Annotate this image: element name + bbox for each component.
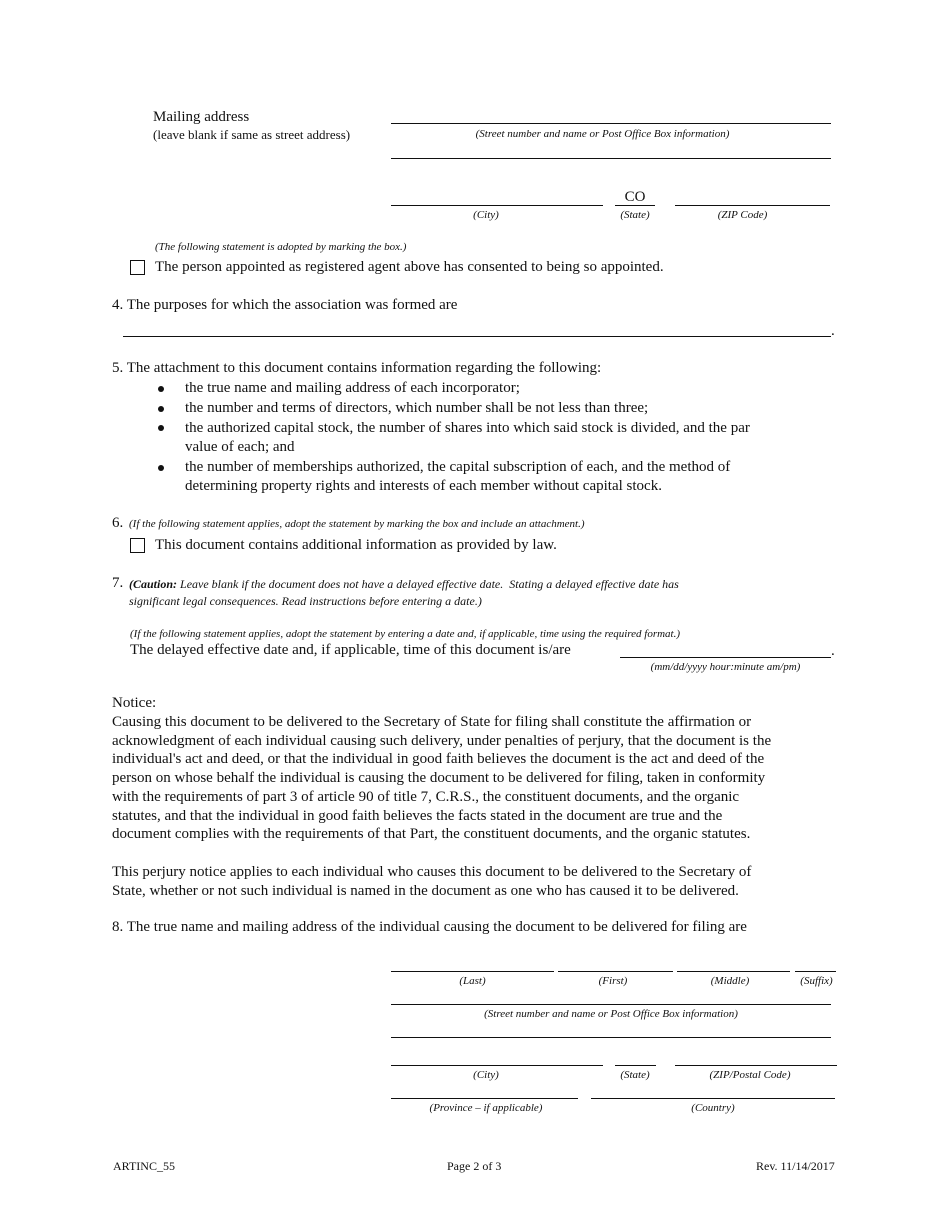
notice-line: individual's act and deed, or that the individual in good faith believes the document is the act and deed of the (112, 751, 765, 768)
mailing-street-line-1[interactable] (391, 123, 831, 124)
effective-date-format: (mm/dd/yyyy hour:minute am/pm) (650, 661, 801, 673)
city-label: (City) (473, 1069, 499, 1081)
caution-word: (Caution: (129, 577, 178, 591)
state-label: (State) (620, 1069, 650, 1081)
bullet-icon (158, 386, 164, 392)
street-label: (Street number and name or Post Office Box information) (484, 1008, 738, 1020)
section-7-caution (129, 577, 679, 592)
state-line[interactable] (615, 1065, 656, 1066)
street-line-2[interactable] (391, 1037, 831, 1038)
purposes-period: . (831, 323, 835, 339)
mailing-zip-label: (ZIP Code) (717, 209, 768, 221)
footer-page-number: Page 2 of 3 (447, 1159, 502, 1173)
caution-line-2: significant legal consequences. Read instructions before entering a date.) (129, 594, 482, 608)
section-7-text: The delayed effective date and, if applicable, time of this document is/are (130, 642, 571, 658)
first-name-label: (First) (598, 975, 628, 987)
notice-line: with the requirements of part 3 of article 90 of title 7, C.R.S., the constituent documents, and the organic (112, 788, 740, 805)
bullet-icon (158, 406, 164, 412)
mailing-street-label: (Street number and name or Post Office Box information) (475, 128, 730, 140)
consent-checkbox[interactable] (130, 260, 145, 275)
notice-line: acknowledgment of each individual causing such delivery, under penalties of perjury, that the document is the (112, 732, 772, 749)
section-7-note: (If the following statement applies, adopt the statement by entering a date and, if applicable, time using the required format.) (130, 628, 681, 640)
bullet-item-continuation: value of each; and (185, 439, 295, 455)
consent-note: (The following statement is adopted by marking the box.) (155, 241, 407, 253)
street-line-1[interactable] (391, 1004, 831, 1005)
section-6-note: (If the following statement applies, adopt the statement by marking the box and include an attachment.) (129, 518, 585, 530)
mailing-state-value: CO (624, 189, 646, 205)
province-label: (Province – if applicable) (429, 1102, 543, 1114)
section-7-number: 7. (112, 575, 124, 591)
caution-line-1: Leave blank if the document does not have a delayed effective date. Stating a delayed effective date has (177, 577, 679, 591)
consent-text: The person appointed as registered agent above has consented to being so appointed. (155, 259, 664, 275)
bullet-item: the number and terms of directors, which number shall be not less than three; (185, 400, 649, 416)
purposes-line[interactable] (123, 336, 831, 337)
additional-info-checkbox[interactable] (130, 538, 145, 553)
section-6-text: This document contains additional information as provided by law. (155, 537, 557, 553)
last-name-label: (Last) (459, 975, 486, 987)
bullet-item-continuation: determining property rights and interests of each member without capital stock. (185, 478, 662, 494)
notice-line: Causing this document to be delivered to the Secretary of State for filing shall constitute the affirmation or (112, 714, 752, 730)
last-name-line[interactable] (391, 971, 554, 972)
notice-paragraph-2 (112, 863, 842, 900)
mailing-street-line-2[interactable] (391, 158, 831, 159)
notice-line: document complies with the requirements of that Part, the constituent documents, and the organic statutes. (112, 826, 751, 843)
effective-date-period: . (831, 643, 835, 659)
notice-heading: Notice: (112, 695, 157, 711)
mailing-address-hint: (leave blank if same as street address) (153, 127, 351, 142)
mailing-state-label: (State) (620, 209, 650, 221)
zip-label: (ZIP/Postal Code) (709, 1069, 791, 1081)
notice-line: statutes, and that the individual in good faith believes the facts stated in the document are true and the (112, 807, 723, 824)
bullet-item: the true name and mailing address of each incorporator; (185, 380, 520, 396)
effective-date-line[interactable] (620, 657, 831, 658)
province-line[interactable] (391, 1098, 578, 1099)
mailing-city-label: (City) (473, 209, 499, 221)
suffix-label: (Suffix) (800, 975, 833, 987)
first-name-line[interactable] (558, 971, 673, 972)
middle-name-label: (Middle) (710, 975, 750, 987)
zip-line[interactable] (675, 1065, 837, 1066)
mailing-state-line[interactable] (615, 205, 655, 206)
mailing-city-line[interactable] (391, 205, 603, 206)
section-5-intro: 5. The attachment to this document contains information regarding the following: (112, 360, 602, 376)
country-line[interactable] (591, 1098, 835, 1099)
bullet-icon (158, 465, 164, 471)
country-label: (Country) (691, 1102, 735, 1114)
notice-paragraph-1 (112, 713, 842, 844)
bullet-item: the number of memberships authorized, the capital subscription of each, and the method of (185, 459, 731, 475)
notice-line: This perjury notice applies to each individual who causes this document to be delivered to the Secretary of (112, 864, 752, 880)
bullet-item: the authorized capital stock, the number of shares into which said stock is divided, and the par (185, 420, 750, 436)
section-8-text: 8. The true name and mailing address of the individual causing the document to be delivered for filing are (112, 919, 747, 935)
footer-revision: Rev. 11/14/2017 (756, 1159, 835, 1173)
notice-line: person on whose behalf the individual is causing the document to be delivered for filing, taken in conformity (112, 770, 766, 787)
footer-form-id: ARTINC_55 (113, 1159, 175, 1173)
notice-line: State, whether or not such individual is named in the document as one who has caused it to be delivered. (112, 882, 739, 899)
section-6-number: 6. (112, 515, 124, 531)
mailing-zip-line[interactable] (675, 205, 830, 206)
mailing-address-heading: Mailing address (153, 109, 250, 125)
suffix-line[interactable] (795, 971, 836, 972)
middle-name-line[interactable] (677, 971, 790, 972)
city-line[interactable] (391, 1065, 603, 1066)
bullet-icon (158, 425, 164, 431)
section-4-text: 4. The purposes for which the association was formed are (112, 297, 458, 313)
